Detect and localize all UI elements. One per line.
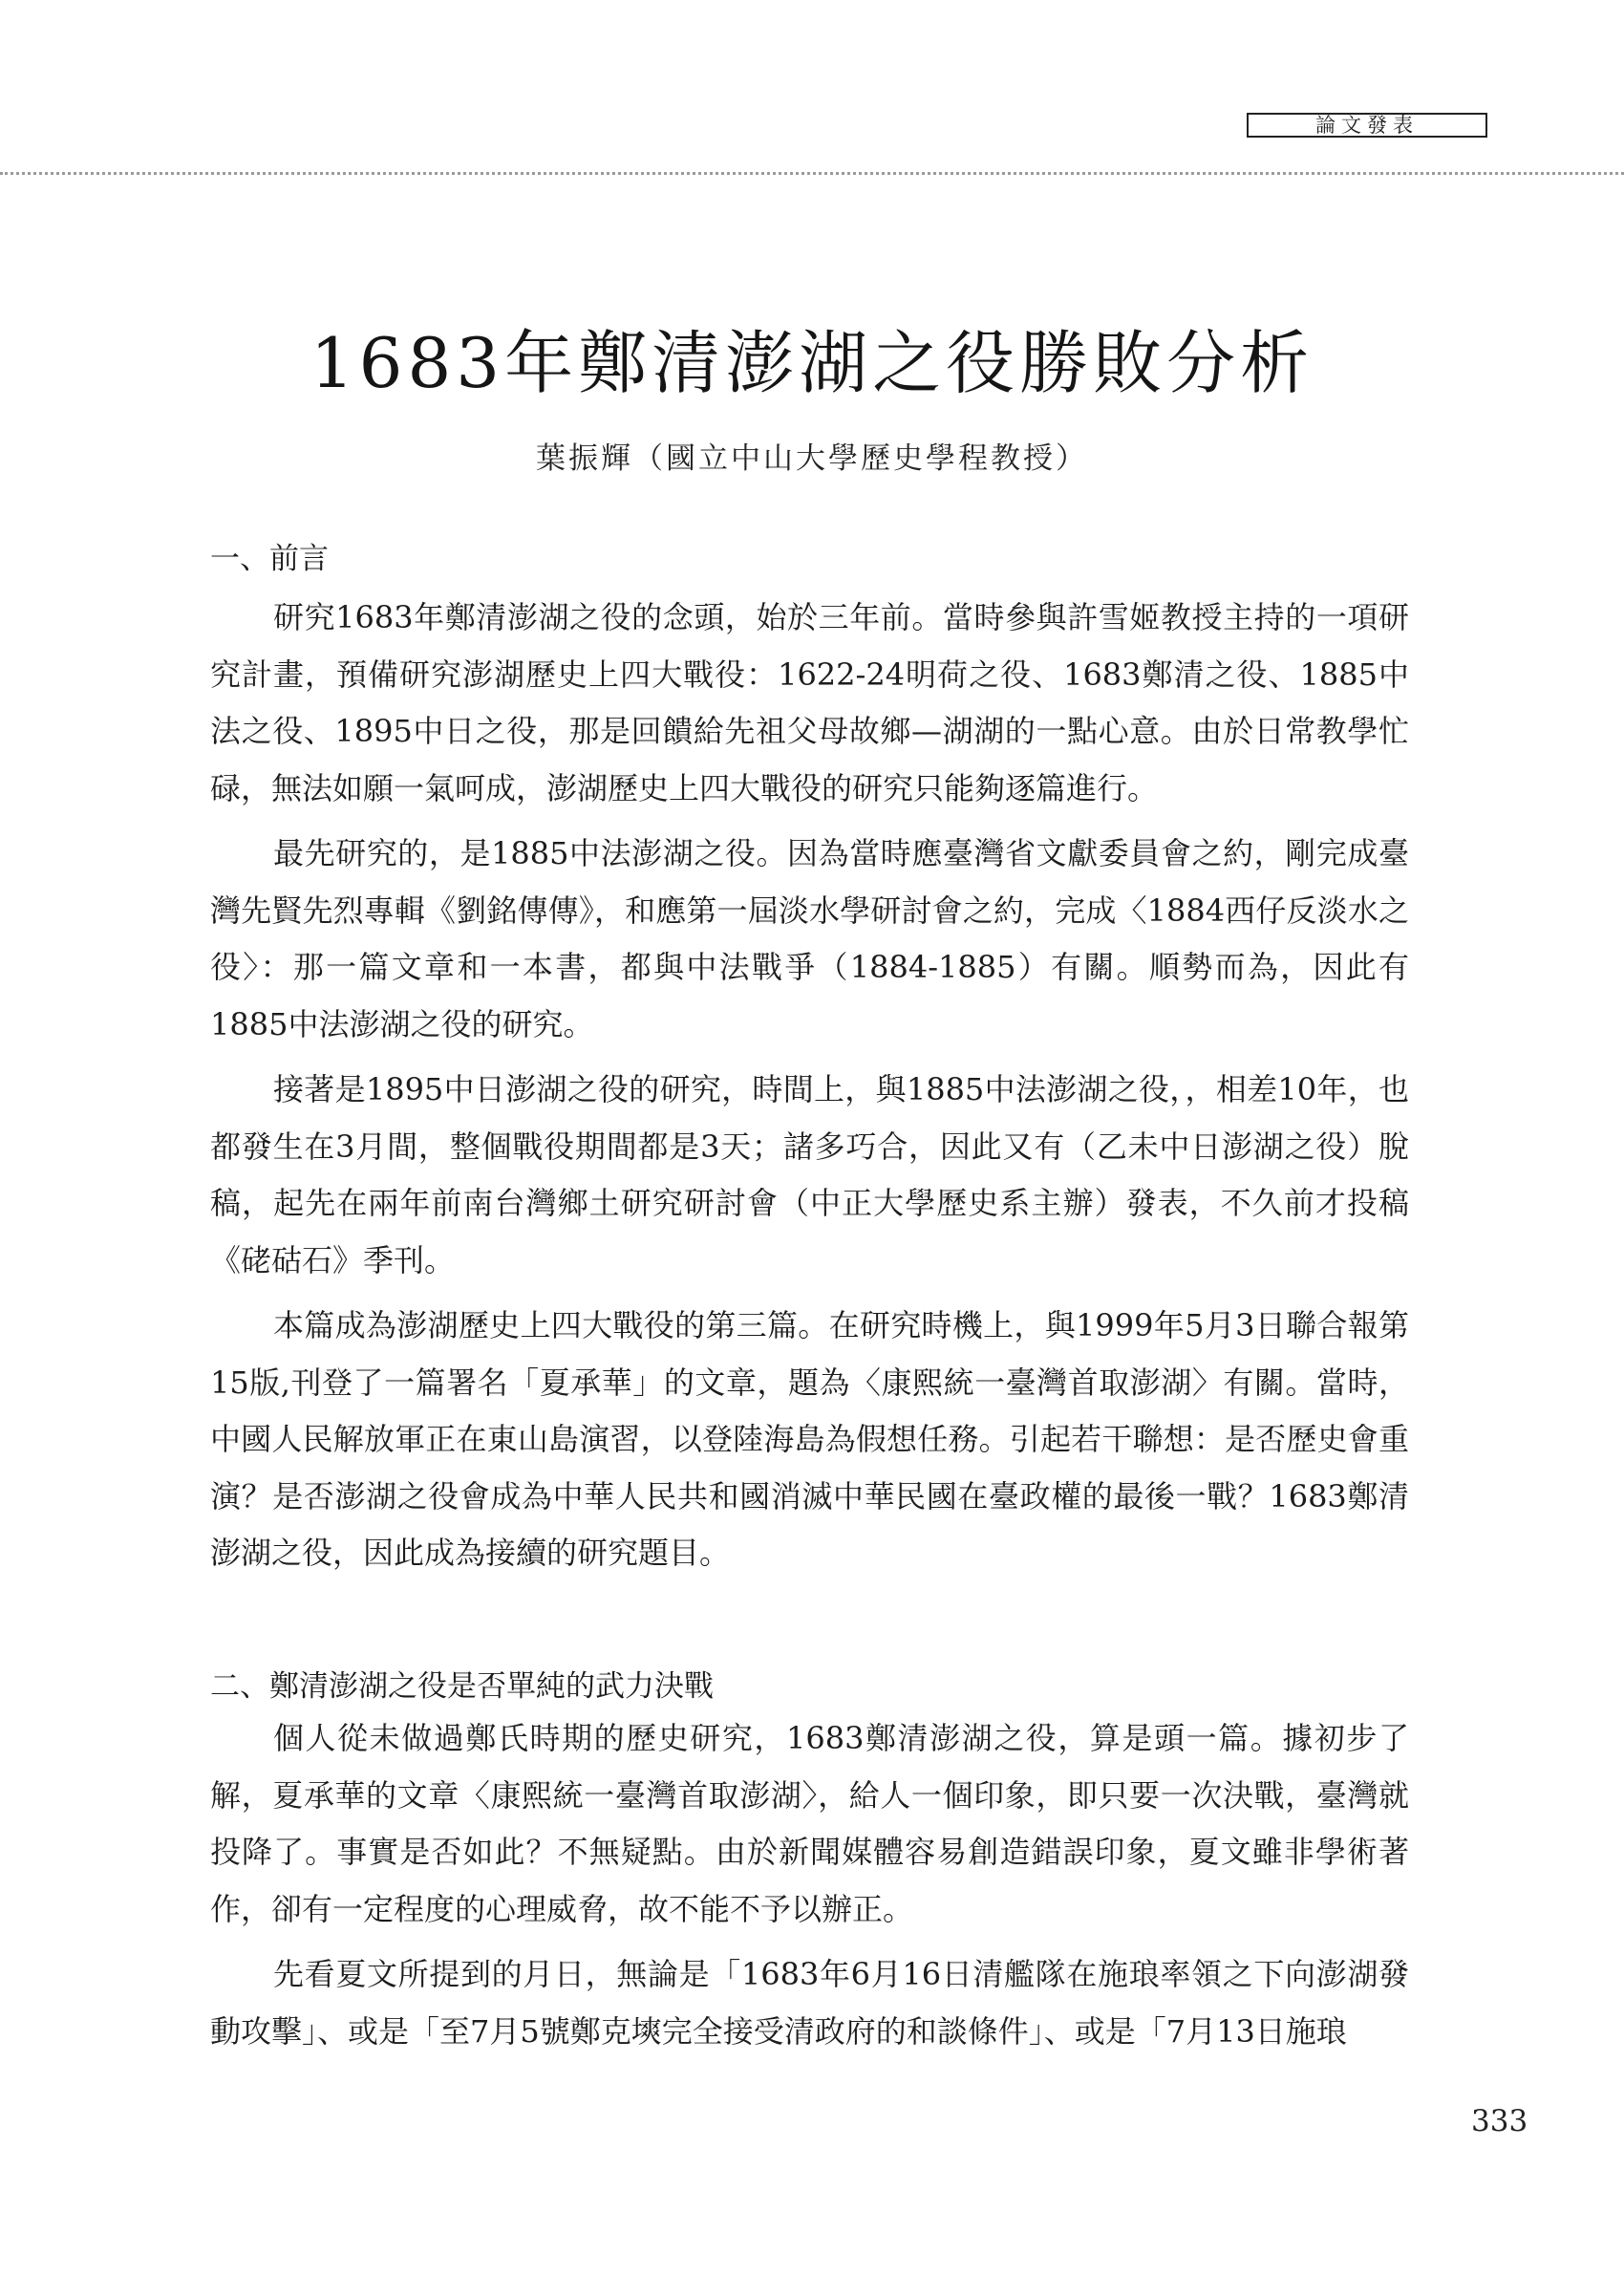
- paragraph: 研究1683年鄭清澎湖之役的念頭，始於三年前。當時參與許雪姬教授主持的一項研究計畫，預備研究澎湖歷史上四大戰役：1622-24明荷之役、1683鄭清之役、1885中法之役、1895中日之役，那是回饋給先祖父母故鄉—湖湖的一點心意。由於日常教學忙碌，無法如願一氣呵成，澎湖歷史上四大戰役的研究只能夠逐篇進行。: [210, 599, 1409, 806]
- paragraph: 最先研究的，是1885中法澎湖之役。因為當時應臺灣省文獻委員會之約，剛完成臺灣先賢先烈專輯《劉銘傳傳》，和應第一屆淡水學研討會之約，完成〈1884西仔反淡水之役〉：那一篇文章和一本書，都與中法戰爭（1884-1885）有關。順勢而為，因此有1885中法澎湖之役的研究。: [210, 835, 1409, 1042]
- section-heading-intro: 一、前言: [210, 542, 329, 576]
- page-number: 333: [1471, 2104, 1528, 2138]
- paragraph: 本篇成為澎湖歷史上四大戰役的第三篇。在研究時機上，與1999年5月3日聯合報第15版,刊登了一篇署名「夏承華」的文章，題為〈康熙統一臺灣首取澎湖〉有關。當時，中國人民解放軍正在東山島演習，以登陸海島為假想任務。引起若干聯想：是否歷史會重演？是否澎湖之役會成為中華人民共和國消滅中華民國在臺政權的最後一戰？1683鄭清澎湖之役，因此成為接續的研究題目。: [210, 1307, 1409, 1571]
- paragraph: 接著是1895中日澎湖之役的研究，時間上，與1885中法澎湖之役，，相差10年，也都發生在3月間，整個戰役期間都是3天；諸多巧合，因此又有（乙未中日澎湖之役）脫稿，起先在兩年前南台灣鄉土研究研討會（中正大學歷史系主辦）發表，不久前才投稿《硓𥑮石》季刊。: [210, 1071, 1409, 1278]
- section-heading-battle: 二、鄭清澎湖之役是否單純的武力決戰: [210, 1669, 714, 1704]
- author-line: 葉振輝（國立中山大學歷史學程教授）: [536, 441, 1088, 476]
- section-header-label: 論文發表: [1247, 113, 1487, 138]
- paragraph: 個人從未做過鄭氏時期的歷史研究，1683鄭清澎湖之役，算是頭一篇。據初步了解，夏承華的文章〈康熙統一臺灣首取澎湖〉，給人一個印象，即只要一次決戰，臺灣就投降了。事實是否如此？不無疑點。由於新聞媒體容易創造錯誤印象，夏文雖非學術著作，卻有一定程度的心理威脅，故不能不予以辦正。: [210, 1720, 1409, 1927]
- header-dotted-rule: [0, 172, 1624, 175]
- paragraph: 先看夏文所提到的月日，無論是「1683年6月16日清艦隊在施琅率領之下向澎湖發動攻擊」、或是「至7月5號鄭克塽完全接受清政府的和談條件」、或是「7月13日施琅: [210, 1956, 1409, 2050]
- section-body-intro: [210, 590, 1409, 1591]
- article-title: 1683年鄭清澎湖之役勝敗分析: [310, 323, 1314, 403]
- section-body-battle: [210, 1710, 1409, 2069]
